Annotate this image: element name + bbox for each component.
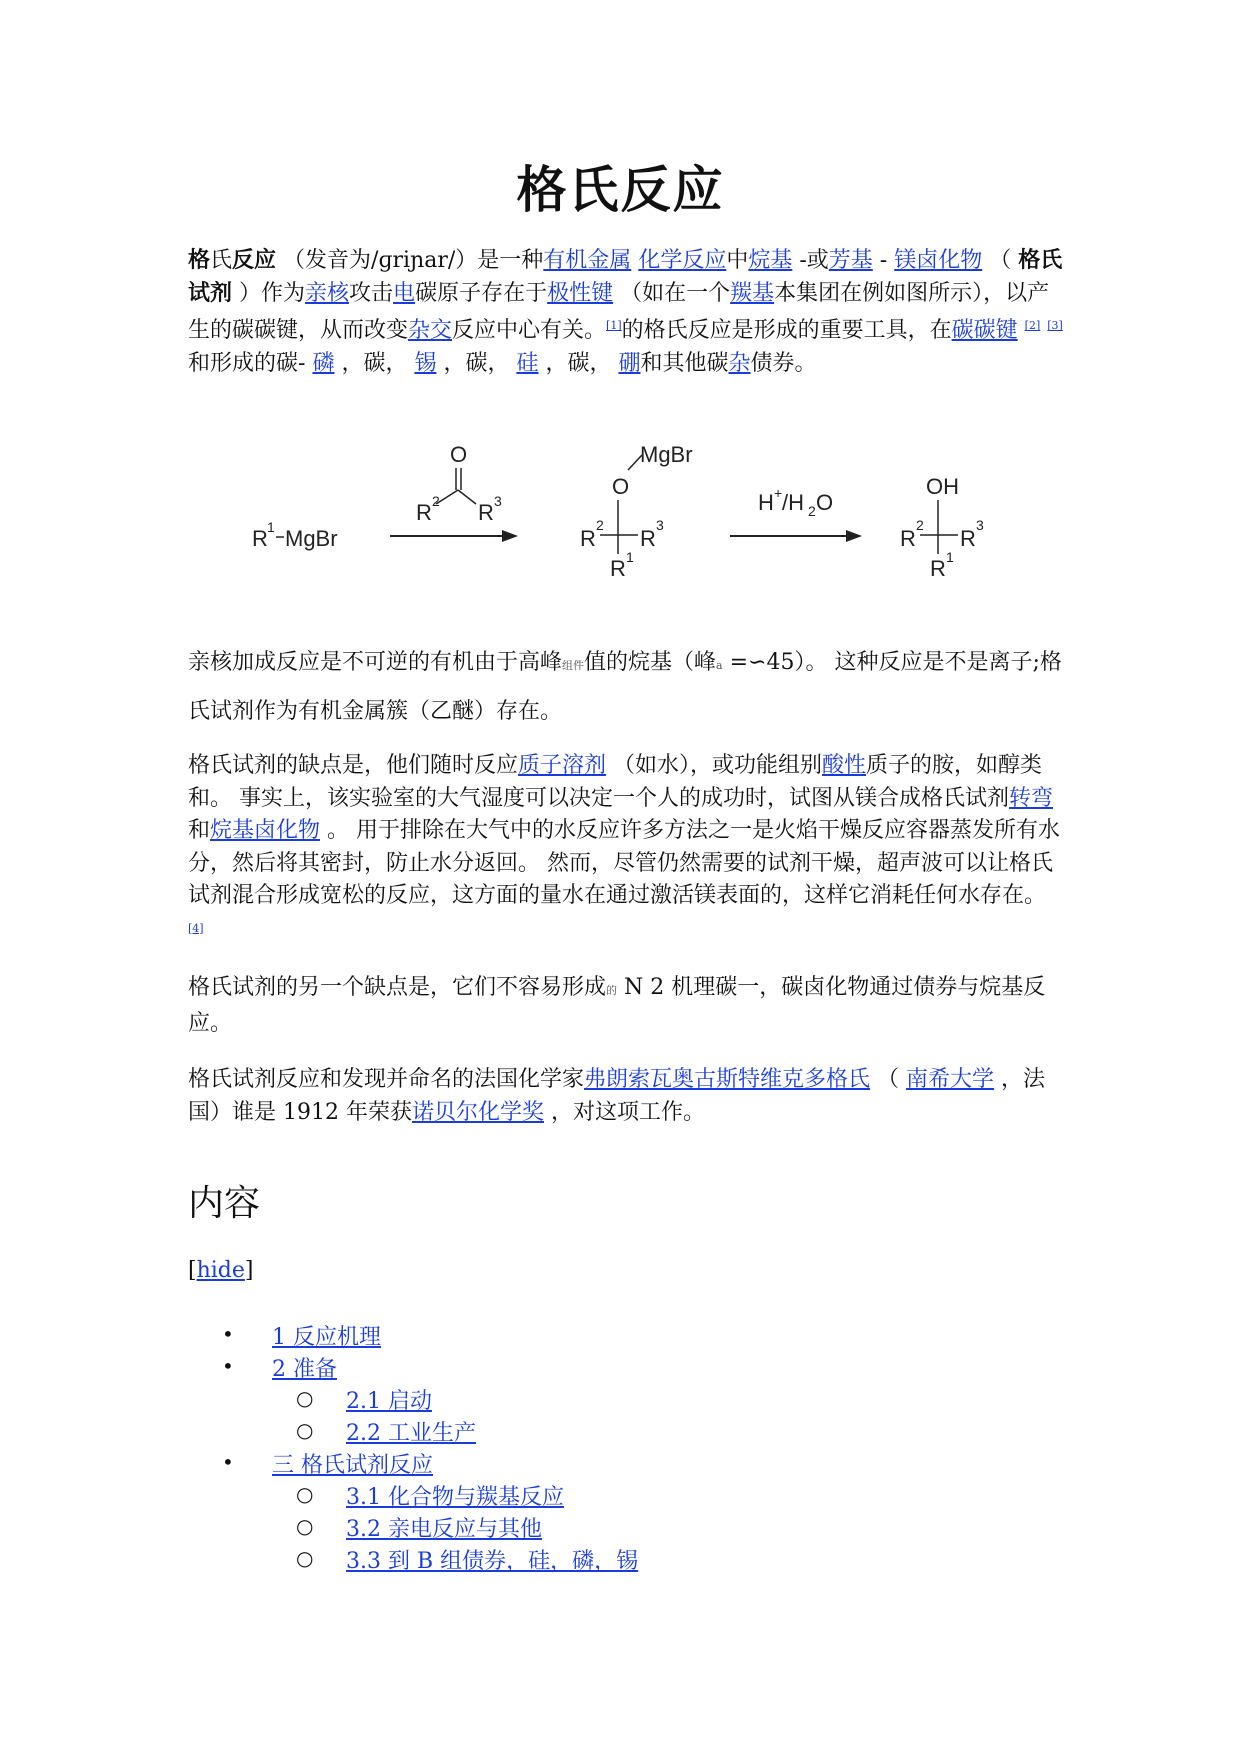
- link-boron[interactable]: 硼: [618, 350, 641, 376]
- small-text: 的: [606, 984, 618, 997]
- small-text: 组件: [562, 659, 585, 672]
- text: 质子的胺，如醇类和。 事实上，该实验室的大气湿度可以决定一个人的成功时，试图从镁合成格氏试剂: [188, 753, 1043, 811]
- text: （如在一个: [613, 280, 731, 306]
- bullet-icon: •: [222, 1354, 234, 1378]
- text: 氏: [210, 248, 233, 273]
- text: 和其他碳: [640, 350, 729, 376]
- condition-sub: 2: [808, 503, 816, 519]
- intermediate-r1-sup: 1: [626, 549, 634, 565]
- term-bold: 反应: [232, 248, 277, 273]
- condition-h: H: [758, 490, 774, 515]
- toc-item[interactable]: 1 反应机理: [272, 1325, 381, 1350]
- paragraph-drawbacks: [188, 750, 1068, 950]
- reagent-mgbr: MgBr: [285, 526, 338, 551]
- carbonyl-r3-sup: 3: [494, 493, 502, 509]
- text: 。 用于排除在大气中的水反应许多方法之一是火焰干燥反应容器蒸发所有水分，然后将其密封，防止水分返回。 然而，尽管仍然需要的试剂干燥，超声波可以让格氏试剂混合形成宽松的反应，这方面的量水在通过激活镁表面的，这样它消耗任何水存在。: [188, 818, 1061, 908]
- link-carbonyl[interactable]: 羰基: [730, 280, 775, 306]
- ref-link[interactable]: [1]: [606, 319, 622, 332]
- ref-link[interactable]: [4]: [188, 921, 204, 935]
- toc-subitem[interactable]: 2.1 启动: [346, 1389, 432, 1414]
- sub-bullet-icon: ○: [296, 1514, 314, 1538]
- reagent-r: R: [252, 526, 268, 551]
- link-polar-bond[interactable]: 极性键: [547, 280, 614, 306]
- text: 亲核加成反应是不可逆的有机由于高峰: [188, 650, 563, 675]
- intermediate-r1: R: [610, 556, 626, 581]
- condition-plus: +: [774, 485, 783, 501]
- carbonyl-r2: R: [416, 500, 432, 525]
- contents-heading: 内容: [188, 1183, 261, 1224]
- text: ）作为: [232, 280, 306, 306]
- bracket: ]: [244, 1258, 254, 1283]
- toc-item[interactable]: 2 准备: [272, 1357, 337, 1382]
- sub-bullet-icon: ○: [296, 1386, 314, 1410]
- term-bold: 格: [188, 248, 211, 273]
- link-carbon-carbon-bond[interactable]: 碳碳键: [951, 318, 1018, 343]
- link-chemical-reaction[interactable]: 化学反应: [638, 248, 727, 273]
- carbonyl-r3: R: [478, 500, 494, 525]
- text: =∽45）。 这种反应是不是离子;格氏试剂作为有机金属簇（乙醚）存在。: [188, 650, 1062, 724]
- text: 格氏试剂的缺点是，他们随时反应: [188, 753, 519, 778]
- link-organometallic[interactable]: 有机金属: [543, 248, 632, 273]
- text: N 2 机理碳一，碳卤化物通过债券与烷基反应。: [188, 975, 1046, 1036]
- text: 中: [726, 248, 749, 273]
- product-r2-sup: 2: [916, 517, 924, 533]
- paragraph-history: [188, 1064, 1068, 1129]
- link-hetero[interactable]: 杂: [728, 350, 751, 376]
- carbonyl-o: O: [450, 442, 468, 467]
- text: ，法国）谁是 1912 年荣获: [188, 1067, 1046, 1125]
- toc-subitem[interactable]: 3.2 亲电反应与其他: [346, 1517, 542, 1542]
- link-magnesium-halide[interactable]: 镁卤化物: [894, 248, 983, 273]
- link-acidic[interactable]: 酸性: [822, 753, 867, 778]
- intermediate-r3: R: [640, 526, 656, 551]
- text: （: [982, 248, 1019, 273]
- arrow-head-icon: [846, 530, 862, 542]
- intermediate-r2: R: [580, 526, 596, 551]
- text: ，碳，: [436, 350, 517, 376]
- text: 本集团在例如图所示），以产生的碳碳键，从而改变: [188, 280, 1050, 343]
- intro-paragraph: [188, 245, 1068, 380]
- link-phosphorus[interactable]: 磷: [312, 350, 335, 376]
- text: 格氏试剂的另一个缺点是，它们不容易形成: [188, 975, 607, 1000]
- text: 债券。: [750, 350, 817, 376]
- text: ，碳，: [538, 350, 619, 376]
- product-r1: R: [930, 556, 946, 581]
- text: ，对这项工作。: [544, 1099, 705, 1125]
- intermediate-r3-sup: 3: [656, 517, 664, 533]
- arrow-head-icon: [502, 530, 518, 542]
- link-alkyl-halide[interactable]: 烷基卤化物: [210, 818, 321, 843]
- bullet-icon: •: [222, 1322, 234, 1346]
- text: ，碳，: [334, 350, 415, 376]
- reagent-sup: 1: [267, 519, 275, 535]
- bullet-icon: •: [222, 1450, 234, 1474]
- bond-line: [458, 490, 476, 504]
- condition-o: O: [816, 490, 834, 515]
- text: 攻击: [349, 280, 394, 306]
- sub-bullet-icon: ○: [296, 1546, 314, 1570]
- bracket: [: [188, 1258, 197, 1283]
- text: 值的烷基（峰: [584, 650, 717, 675]
- toc-subitem[interactable]: 2.2 工业生产: [346, 1421, 476, 1446]
- text: （如水），或功能组别: [606, 753, 823, 778]
- text: （发音为/ɡriɲar/）是一种: [276, 248, 544, 273]
- ref-link[interactable]: [3]: [1047, 319, 1063, 332]
- link-nobel-chemistry[interactable]: 诺贝尔化学奖: [411, 1099, 544, 1125]
- term-bold: 格氏试剂: [188, 248, 1063, 306]
- paragraph-second-drawback: [188, 972, 1068, 1040]
- link-nancy-university[interactable]: 南希大学: [906, 1067, 995, 1092]
- hide-toggle: [188, 1258, 254, 1283]
- toc-subitem[interactable]: 3.1 化合物与羰基反应: [346, 1485, 564, 1510]
- product-r2: R: [900, 526, 916, 551]
- text: 格氏试剂反应和发现并命名的法国化学家: [188, 1067, 585, 1092]
- text: 碳原子存在于: [415, 280, 548, 306]
- text: 和形成的碳-: [188, 350, 313, 376]
- link-tin[interactable]: 锡: [414, 350, 437, 376]
- link-aryl[interactable]: 芳基: [828, 248, 873, 273]
- text: 和: [188, 818, 211, 843]
- page-title: 格氏反应: [516, 161, 725, 219]
- hide-link[interactable]: hide: [196, 1258, 245, 1283]
- small-text: a: [716, 659, 723, 672]
- text: -或: [792, 248, 829, 273]
- ref-link[interactable]: [2]: [1024, 319, 1041, 332]
- condition-h2o: /H: [782, 490, 804, 515]
- link-protic-solvent[interactable]: 质子溶剂: [518, 753, 607, 778]
- sub-bullet-icon: ○: [296, 1482, 314, 1506]
- link-victor-grignard[interactable]: 弗朗索瓦奥古斯特维克多格氏: [584, 1067, 871, 1092]
- text: 反应中心有关。: [452, 318, 607, 343]
- product-r3: R: [960, 526, 976, 551]
- link-silicon[interactable]: 硅: [516, 350, 539, 376]
- link-electrophile[interactable]: 电: [393, 280, 416, 306]
- link-turning[interactable]: 转弯: [1009, 785, 1054, 811]
- product-oh: OH: [926, 474, 959, 499]
- paragraph-mechanism: [188, 640, 1068, 735]
- intermediate-o: O: [612, 474, 630, 499]
- reaction-scheme-diagram: [250, 440, 1110, 600]
- toc-item[interactable]: 三 格氏试剂反应: [272, 1453, 433, 1478]
- product-r1-sup: 1: [946, 549, 954, 565]
- intermediate-mgbr: MgBr: [640, 442, 693, 467]
- link-alkyl[interactable]: 烷基: [748, 248, 793, 273]
- toc-subitem[interactable]: 3.3 到 B 组债券，硅，磷，锡: [346, 1549, 639, 1574]
- link-nucleophile[interactable]: 亲核: [305, 280, 350, 306]
- link-hybridization[interactable]: 杂交: [408, 318, 453, 343]
- sub-bullet-icon: ○: [296, 1418, 314, 1442]
- text: 的格氏反应是形成的重要工具，在: [621, 318, 952, 343]
- text: （: [870, 1067, 907, 1092]
- text: -: [872, 248, 895, 273]
- intermediate-r2-sup: 2: [596, 517, 604, 533]
- product-r3-sup: 3: [976, 517, 984, 533]
- carbonyl-r2-sup: 2: [432, 493, 440, 509]
